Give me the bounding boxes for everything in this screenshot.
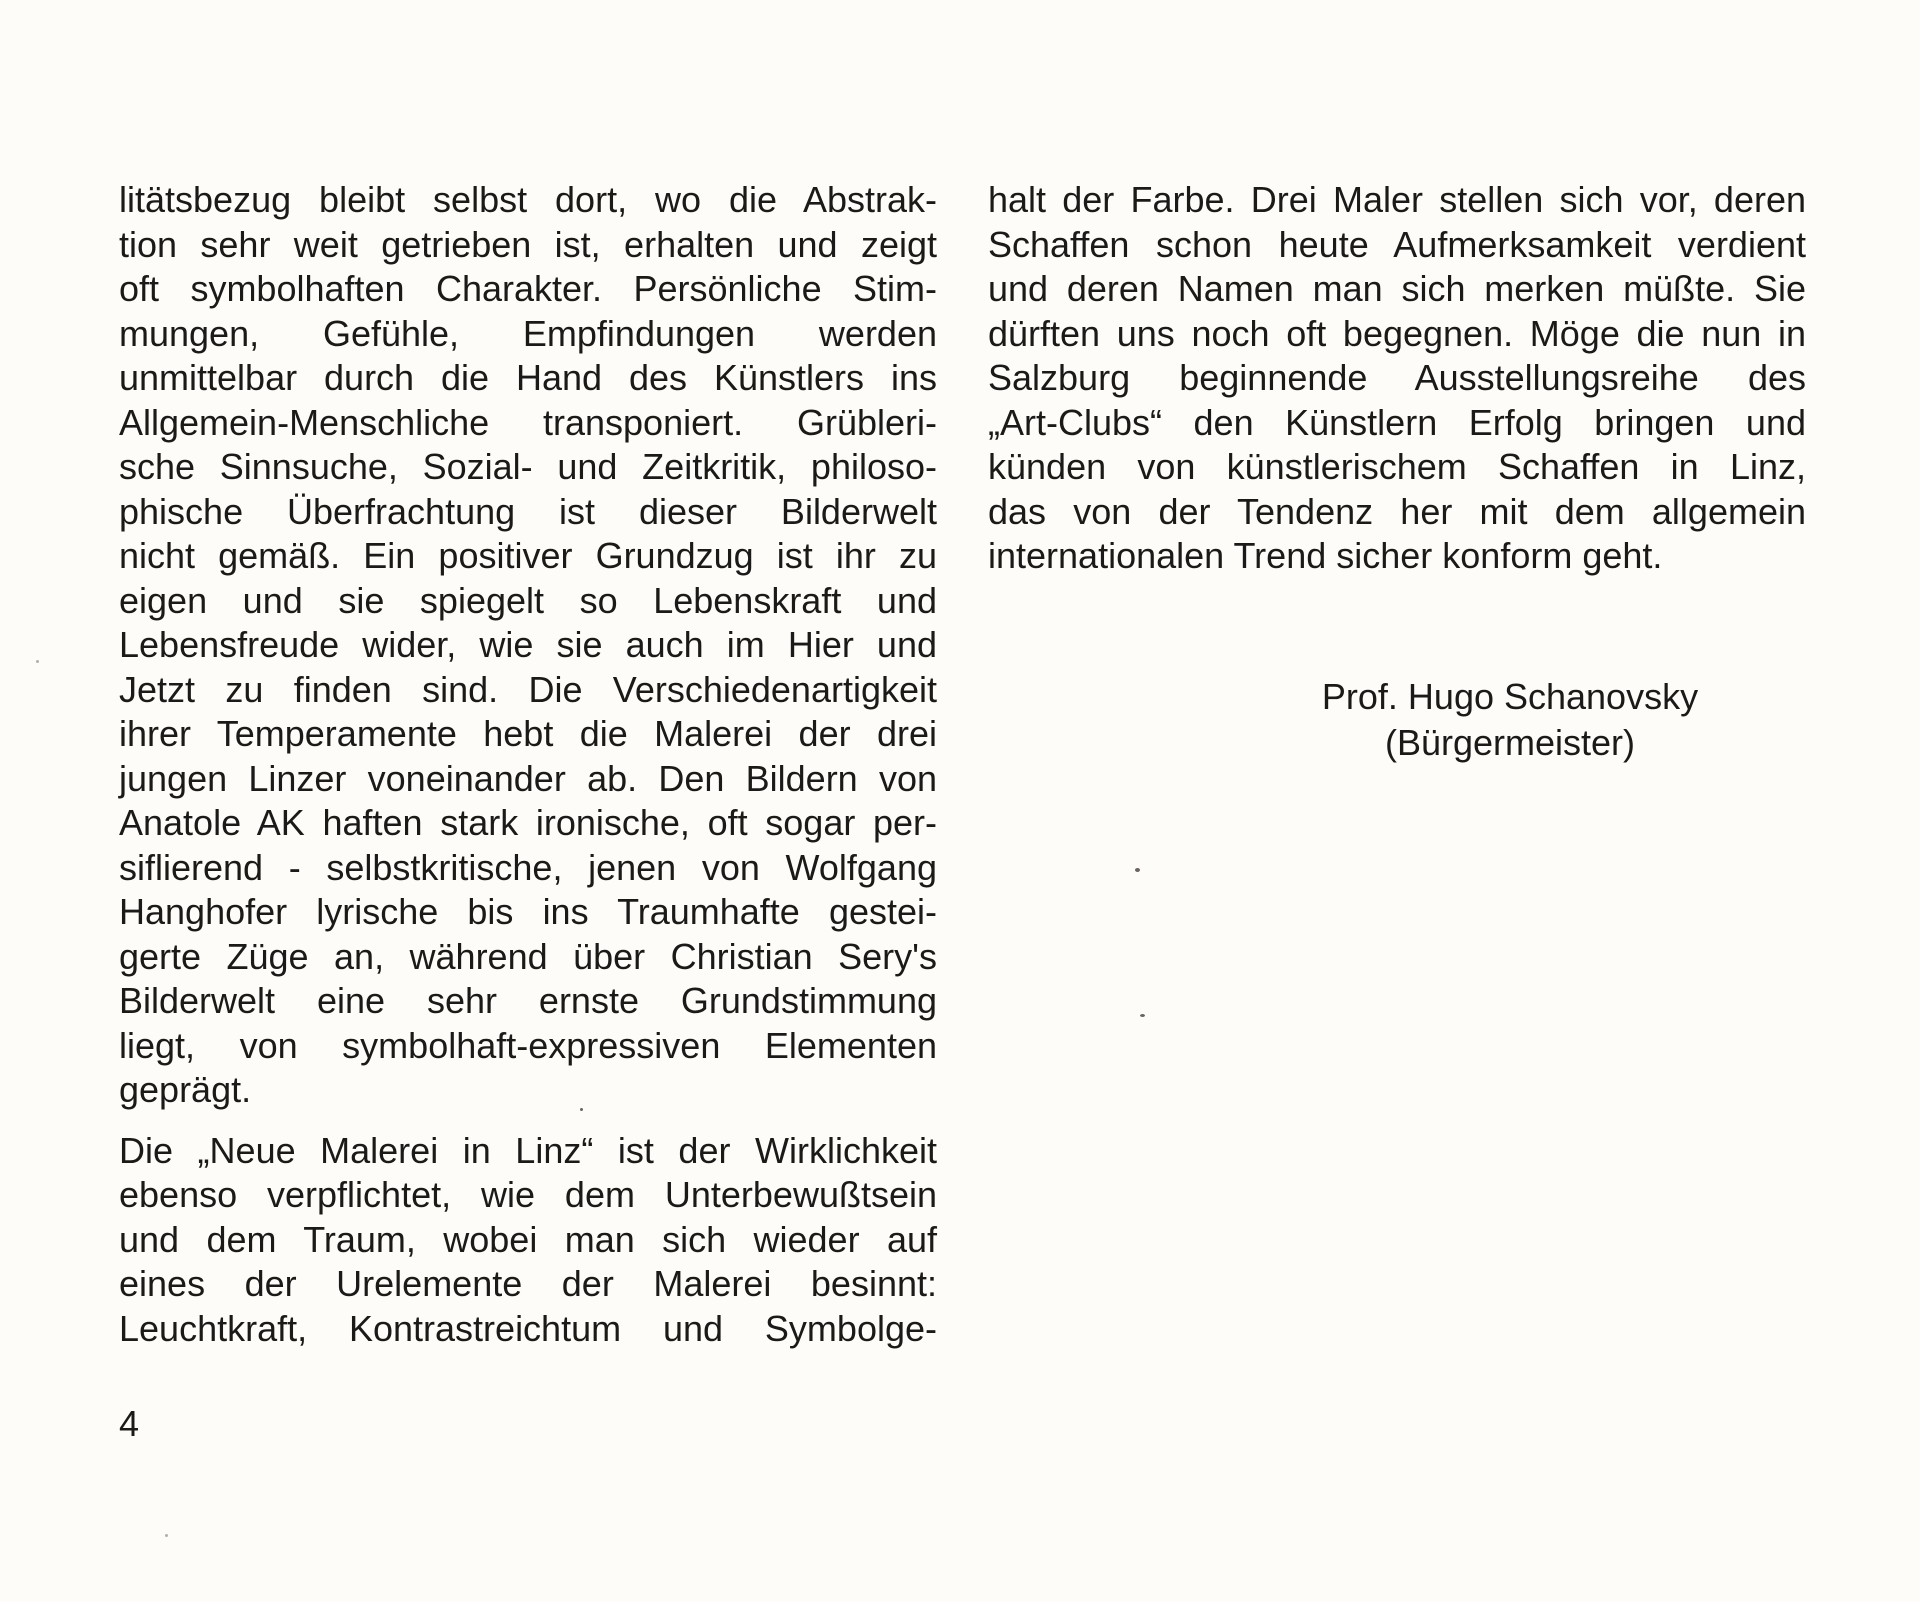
text-line: künden von künstlerischem Schaffen in Linz,: [988, 446, 1806, 487]
text-line: litätsbezug bleibt selbst dort, wo die Abstrak-: [119, 179, 937, 220]
text-line: phische Überfrachtung ist dieser Bilderwelt: [119, 490, 937, 532]
paper-speck: [36, 660, 39, 663]
right-column: [988, 178, 1806, 579]
paragraph-1: [119, 178, 937, 1113]
text-line: ebenso verpflichtet, wie dem Unterbewußtsein: [119, 1174, 937, 1215]
text-line: eigen und sie spiegelt so Lebenskraft und: [119, 579, 937, 621]
text-line: siflierend - selbstkritische, jenen von Wolfgang: [119, 846, 937, 888]
text-line: Bilderwelt eine sehr ernste Grundstimmung: [119, 980, 937, 1021]
text-line: Lebensfreude wider, wie sie auch im Hier und: [119, 624, 937, 665]
paper-speck: [1140, 1014, 1145, 1017]
paper-speck: [580, 1108, 583, 1111]
paragraph-gap: [119, 1113, 937, 1129]
text-line: jungen Linzer voneinander ab. Den Bildern von: [119, 757, 937, 799]
text-line: Salzburg beginnende Ausstellungsreihe des: [988, 357, 1806, 398]
text-line: ihrer Temperamente hebt die Malerei der drei: [119, 713, 937, 754]
text-line: geprägt.: [119, 1069, 252, 1110]
text-line: dürften uns noch oft begegnen. Möge die nun in: [988, 312, 1806, 354]
text-line: und dem Traum, wobei man sich wieder auf: [119, 1218, 937, 1260]
text-line: nicht gemäß. Ein positiver Grundzug ist ihr zu: [119, 535, 937, 576]
text-line: Hanghofer lyrische bis ins Traumhafte gestei-: [119, 891, 937, 932]
page-number: 4: [119, 1403, 140, 1444]
text-line: das von der Tendenz her mit dem allgemein: [988, 490, 1806, 532]
text-line: Jetzt zu finden sind. Die Verschiedenartigkeit: [119, 668, 937, 710]
text-line: gerte Züge an, während über Christian Sery's: [119, 935, 937, 977]
text-line: Die „Neue Malerei in Linz“ ist der Wirklichkeit: [119, 1129, 937, 1171]
signature-block: [1230, 674, 1790, 766]
paper-speck: [1135, 868, 1140, 872]
text-line: oft symbolhaften Charakter. Persönliche Stim-: [119, 268, 937, 309]
text-line: internationalen Trend sicher konform geht.: [988, 535, 1663, 576]
paragraph-2: [119, 1129, 937, 1352]
text-line: liegt, von symbolhaft-expressiven Elementen: [119, 1024, 937, 1066]
text-line: Anatole AK haften stark ironische, oft sogar per-: [119, 802, 937, 843]
text-line: Allgemein-Menschliche transponiert. Grübleri-: [119, 401, 937, 443]
text-line: „Art-Clubs“ den Künstlern Erfolg bringen und: [988, 401, 1806, 443]
text-line: mungen, Gefühle, Empfindungen werden: [119, 312, 937, 354]
text-line: und deren Namen man sich merken müßte. Sie: [988, 268, 1806, 309]
text-line: unmittelbar durch die Hand des Künstlers ins: [119, 357, 937, 398]
text-line: eines der Urelemente der Malerei besinnt:: [119, 1263, 937, 1304]
text-line: halt der Farbe. Drei Maler stellen sich vor, deren: [988, 179, 1806, 220]
text-line: tion sehr weit getrieben ist, erhalten und zeigt: [119, 223, 937, 265]
text-line: sche Sinnsuche, Sozial- und Zeitkritik, philoso-: [119, 446, 937, 487]
left-column: [119, 178, 937, 1351]
signature-title: (Bürgermeister): [1384, 722, 1636, 763]
text-line: Schaffen schon heute Aufmerksamkeit verdient: [988, 223, 1806, 265]
paper-speck: [165, 1534, 168, 1537]
text-line: Leuchtkraft, Kontrastreichtum und Symbolge-: [119, 1307, 937, 1349]
signature-name: Prof. Hugo Schanovsky: [1321, 676, 1699, 717]
